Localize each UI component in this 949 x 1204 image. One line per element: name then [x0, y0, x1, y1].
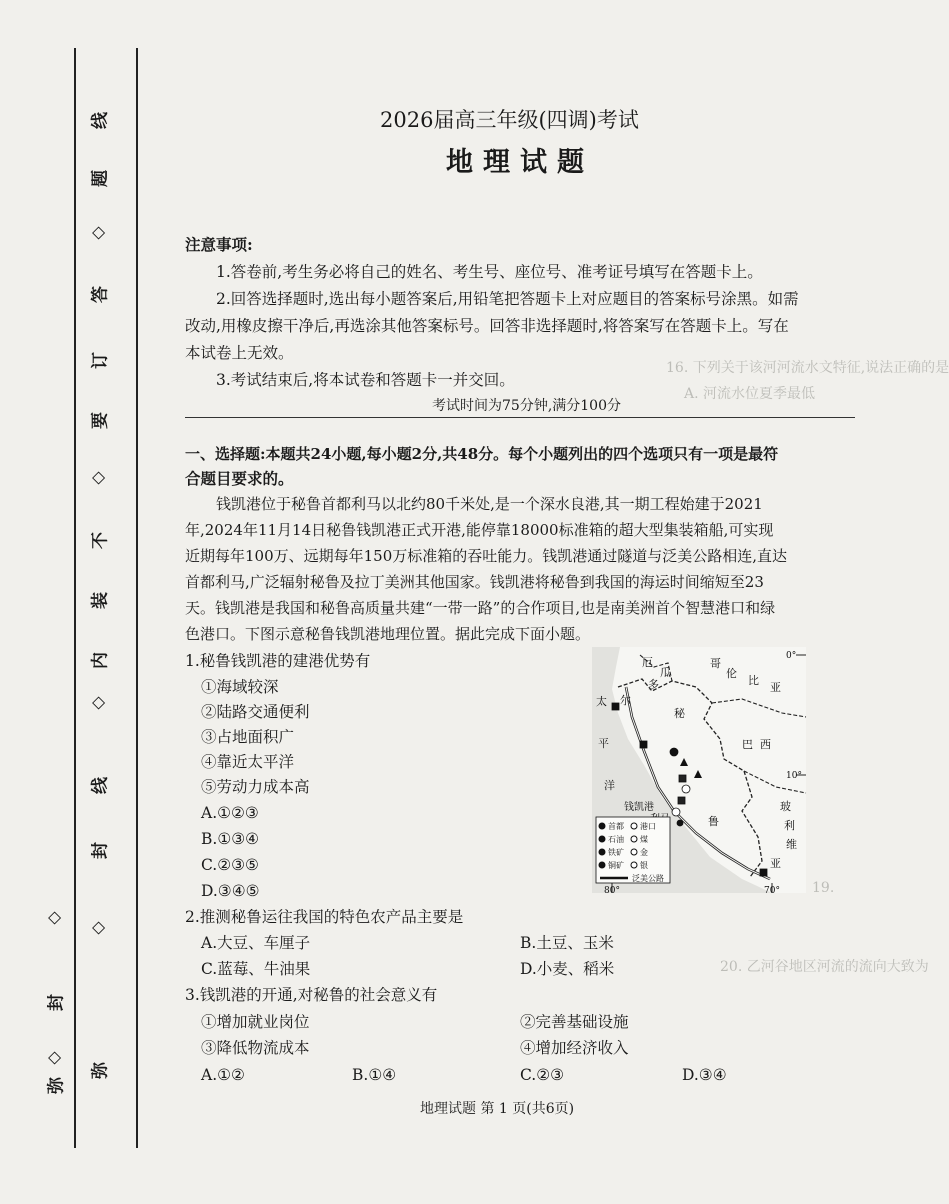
q1-option-d: D.③④⑤ — [201, 882, 260, 900]
q2-option-c: C.蓝莓、牛油果 — [201, 960, 311, 978]
q2-option-d: D.小麦、稻米 — [520, 960, 615, 978]
notice-item-3: 3.考试结束后,将本试卷和答题卡一并交回。 — [216, 371, 515, 389]
map-country-label: 多 — [648, 678, 659, 691]
oil-field-icon — [612, 703, 619, 710]
map-country-label: 西 — [760, 738, 771, 751]
passage-line-5: 天。钱凯港是我国和秘鲁高质量共建“一带一路”的合作项目,也是南美洲首个智慧港口和绿 — [185, 599, 776, 617]
map-country-label: 尔 — [620, 694, 631, 707]
q1-item-3: ③占地面积广 — [201, 728, 295, 746]
seal-char-outer: 线 — [90, 112, 111, 129]
longitude-label: 70° — [764, 886, 780, 896]
passage-line-6: 色港口。下图示意秘鲁钱凯港地理位置。据此完成下面小题。 — [185, 625, 591, 643]
subject-title: 地理试题 — [446, 147, 594, 178]
q1-item-1: ①海域较深 — [201, 678, 279, 696]
q1-item-5: ⑤劳动力成本高 — [201, 778, 310, 796]
seal-char-outer: 题 — [90, 170, 111, 187]
notice-item-2: 2.回答选择题时,选出每小题答案后,用铅笔把答题卡上对应题目的答案标号涂黑。如需 — [216, 290, 799, 308]
oil-field-icon — [760, 869, 767, 876]
latitude-label: 10° — [786, 771, 802, 781]
map-country-label: 秘 — [674, 707, 685, 720]
latitude-label: 0° — [786, 651, 797, 661]
notice-item-2-cont: 改动,用橡皮擦干净后,再选涂其他答案标号。回答非选择题时,将答案写在答题卡上。写在 — [185, 317, 789, 335]
section-title: 一、选择题:本题共24小题,每小题2分,共48分。每个小题列出的四个选项只有一项是最符 — [185, 445, 779, 463]
map-country-label: 瓜 — [660, 666, 671, 679]
seal-char-inner: 弥 — [46, 1077, 67, 1094]
capital-icon — [677, 820, 683, 826]
legend-marker — [599, 862, 605, 868]
page-footer: 地理试题 第 1 页(共6页) — [420, 1101, 575, 1117]
legend-label: 金 — [640, 848, 648, 857]
legend-marker — [631, 836, 637, 842]
legend-label: 泛美公路 — [632, 874, 664, 883]
port-icon — [672, 808, 680, 816]
q1-item-4: ④靠近太平洋 — [201, 753, 295, 771]
legend-marker — [599, 836, 605, 842]
legend-marker — [631, 823, 637, 829]
seal-char-inner: ◇ — [44, 911, 64, 925]
gold-mine-icon — [670, 748, 678, 756]
bleed-text-2: A. 河流水位夏季最低 — [684, 386, 816, 402]
q3-item-4: ④增加经济收入 — [520, 1039, 629, 1057]
map-country-label: 维 — [786, 838, 797, 851]
q1-option-a: A.①②③ — [201, 804, 259, 822]
port-label: 钱凯港 — [624, 802, 654, 813]
map-ocean-label: 太 — [596, 695, 607, 708]
seal-char-outer: ◇ — [88, 226, 108, 240]
q1-option-c: C.②③⑤ — [201, 856, 259, 874]
q3-option-c: C.②③ — [520, 1066, 565, 1084]
map-country-label: 亚 — [770, 857, 781, 870]
seal-char-inner: ◇ — [44, 1051, 64, 1065]
oil-field-icon — [640, 741, 647, 748]
outer-binding-line — [74, 48, 76, 1148]
notice-item-1: 1.答卷前,考生务必将自己的姓名、考生号、座位号、准考证号填写在答题卡上。 — [216, 263, 763, 281]
silver-mine-icon — [682, 785, 690, 793]
binding-margin — [44, 48, 152, 1148]
map-ocean-label: 洋 — [604, 779, 615, 792]
legend-label: 港口 — [640, 822, 656, 831]
map-country-label: 利 — [784, 819, 795, 832]
seal-char-outer: 订 — [90, 352, 111, 369]
legend-label: 银 — [640, 861, 648, 870]
seal-char-outer: 答 — [90, 286, 111, 303]
seal-char-outer: 要 — [90, 412, 111, 429]
q3-item-2: ②完善基础设施 — [520, 1013, 629, 1031]
exam-time: 考试时间为75分钟,满分100分 — [432, 398, 621, 414]
legend-label: 煤 — [640, 835, 648, 844]
q3-option-a: A.①② — [201, 1066, 245, 1084]
q1-option-b: B.①③④ — [201, 830, 260, 848]
legend-label: 铁矿 — [608, 848, 624, 857]
map-country-label: 鲁 — [708, 815, 719, 828]
q2-stem: 2.推测秘鲁运往我国的特色农产品主要是 — [185, 908, 464, 926]
q3-option-b: B.①④ — [352, 1066, 397, 1084]
notice-item-2-end: 本试卷上无效。 — [185, 344, 294, 362]
section-title-cont: 合题目要求的。 — [185, 469, 294, 488]
longitude-label: 80° — [604, 886, 620, 896]
legend-label: 首都 — [608, 822, 624, 831]
q1-stem: 1.秘鲁钱凯港的建港优势有 — [185, 652, 371, 670]
passage-line-1: 钱凯港位于秘鲁首都利马以北约80千米处,是一个深水良港,其一期工程始建于2021 — [216, 495, 763, 513]
section-divider — [185, 417, 855, 418]
q2-option-a: A.大豆、车厘子 — [201, 934, 311, 952]
notice-heading: 注意事项: — [185, 235, 253, 254]
legend-marker — [631, 862, 637, 868]
coal-icon — [678, 797, 685, 804]
peru-chancay-port-map — [592, 647, 806, 896]
map-country-label: 玻 — [780, 800, 791, 813]
bleed-text-1: 16. 下列关于该河河流水文特征,说法正确的是 — [666, 360, 949, 376]
inner-binding-line — [136, 48, 138, 1148]
map-country-label: 哥 — [710, 657, 721, 670]
seal-char-outer: 封 — [90, 842, 111, 859]
q2-option-b: B.土豆、玉米 — [520, 934, 614, 952]
seal-char-outer: ◇ — [88, 471, 108, 485]
legend-marker — [599, 849, 605, 855]
seal-char-outer: ◇ — [88, 696, 108, 710]
seal-char-outer: 弥 — [90, 1062, 111, 1079]
coal-icon — [679, 775, 686, 782]
seal-char-outer: 内 — [90, 652, 111, 669]
seal-char-outer: 线 — [90, 777, 111, 794]
bleed-text-3: 19. — [812, 880, 835, 896]
q3-option-d: D.③④ — [682, 1066, 727, 1084]
legend-label: 石油 — [608, 835, 624, 844]
q3-item-1: ①增加就业岗位 — [201, 1013, 310, 1031]
legend-label: 铜矿 — [608, 861, 624, 870]
map-country-label: 巴 — [742, 738, 753, 751]
q3-stem: 3.钱凯港的开通,对秘鲁的社会意义有 — [185, 986, 438, 1004]
map-country-label: 比 — [748, 674, 759, 687]
map-country-label: 厄 — [642, 656, 653, 669]
legend-marker — [599, 823, 605, 829]
seal-char-outer: 装 — [90, 592, 111, 609]
passage-line-4: 首都利马,广泛辐射秘鲁及拉丁美洲其他国家。钱凯港将秘鲁到我国的海运时间缩短至23 — [185, 573, 764, 591]
map-country-label: 伦 — [726, 667, 737, 680]
q1-item-2: ②陆路交通便利 — [201, 703, 310, 721]
seal-char-outer: ◇ — [88, 921, 108, 935]
map-country-label: 亚 — [770, 681, 781, 694]
seal-char-outer: 不 — [90, 532, 111, 549]
seal-char-inner: 封 — [46, 994, 67, 1011]
bleed-text-4: 20. 乙河谷地区河流的流向大致为 — [720, 959, 929, 975]
passage-line-3: 近期每年100万、远期每年150万标准箱的吞吐能力。钱凯港通过隧道与泛美公路相连,直达 — [185, 547, 788, 565]
q3-item-3: ③降低物流成本 — [201, 1039, 310, 1057]
passage-line-2: 年,2024年11月14日秘鲁钱凯港正式开港,能停靠18000标准箱的超大型集装箱船,可实现 — [185, 521, 774, 539]
map-ocean-label: 平 — [598, 737, 609, 750]
exam-title: 2026届高三年级(四调)考试 — [380, 108, 639, 132]
legend-marker — [631, 849, 637, 855]
